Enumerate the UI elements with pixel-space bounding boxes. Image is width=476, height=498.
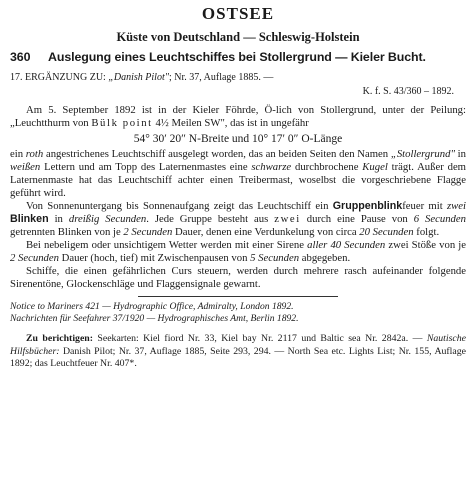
text-span: zwei (446, 200, 466, 212)
text-span: Von Sonnenuntergang bis Sonnenaufgang zeigt das Leuchtschiff ein (26, 200, 333, 212)
paragraph-2 (10, 148, 466, 200)
text-span: ein (10, 148, 26, 160)
text-span: in (454, 148, 466, 160)
reference-prefix: 17. ERGÄNZUNG ZU: (10, 72, 109, 83)
corrections (10, 333, 466, 371)
text-span: durchbrochene (291, 161, 363, 173)
text-span: durch eine Pause von (300, 213, 414, 225)
source-line-1: Notice to Mariners 421 — Hydrographic Office, Admiralty, London 1892. (10, 301, 294, 312)
reference-line (10, 72, 466, 86)
text-span: Lettern und am Topp des Laternenmastes eine (40, 161, 252, 173)
text-span: getrennten Blinken von je (10, 226, 124, 238)
coordinates: 54° 30′ 20″ N-Breite und 10° 17′ 0″ O-Länge (133, 133, 343, 145)
text-span: abgegeben. (299, 252, 351, 264)
text-span: Bülk point (91, 117, 153, 129)
text-span: angestrichenes Leuchtschiff ausgelegt worden, das an beiden Seiten den Namen (43, 148, 391, 160)
text-span: trägt. Außer dem Laternenmaste hat das Leuchtschiff achter einen Treibermast, woselbst die vorgeschriebene Flagge geführt wird. (10, 161, 466, 199)
paragraph-5: Schiffe, die einen gefährlichen Curs steuern, werden durch mehrere rasch aufeinander folgende Sirenentöne, Glockenschläge und Flaggensignale gewarnt. (10, 265, 466, 290)
kfs-reference: K. f. S. 43/360 – 1892. (362, 86, 454, 97)
text-span: Blinken (10, 213, 49, 225)
paragraph-1 (10, 104, 466, 130)
text-span: . Jede Gruppe besteht aus (146, 213, 275, 225)
reference-publication: „Danish Pilot" (108, 72, 169, 83)
text-span: weißen (10, 161, 41, 173)
text-span: Bei nebeligem oder unsichtigem Wetter werden mit einer Sirene (26, 239, 308, 251)
notice-heading (10, 50, 466, 72)
reference-rest: ; Nr. 37, Auflage 1885. — (168, 72, 274, 83)
text-span: „Stollergrund" (390, 148, 455, 160)
text-span: Am 5. September 1892 ist in der Kieler Föhrde, Ö-lich von Stollergrund, unter der Peilung: „Leuchtthurm von (10, 104, 466, 129)
text-span: 4½ Meilen SW", das ist in ungefähr (152, 117, 309, 129)
text-span: Dauer (hoch, tief) mit Zwischenpausen von (58, 252, 251, 264)
page-title: OSTSEE (201, 4, 275, 23)
text-span: folgt. (413, 226, 440, 238)
notice-title: Auslegung eines Leuchtschiffes bei Stollergrund — Kieler Bucht. (48, 50, 426, 64)
text-span: Gruppenblink (332, 200, 403, 212)
text-span: dreißig Secunden (68, 213, 147, 225)
text-span: zwei Stöße von je (385, 239, 467, 251)
page-subtitle: Küste von Deutschland — Schleswig-Holstein (116, 30, 360, 44)
text-span: Kugel (362, 161, 388, 173)
source-line-2: Nachrichten für Seefahrer 37/1920 — Hydrographisches Amt, Berlin 1892. (10, 313, 299, 324)
text-span: aller 40 Secunden (307, 239, 386, 251)
text-span: Dauer, denen eine Verdunkelung von circa (172, 226, 360, 238)
text-span: in (48, 213, 69, 225)
text-span: Danish Pilot; Nr. 37, Auflage 1885, Seite 293, 294. — North Sea etc. Lights List; Nr. 155, Auflage 1892; das Leuchtfeuer Nr. 407*. (10, 345, 466, 369)
text-span: 5 Secunden (250, 252, 300, 264)
text-span: 20 Secunden (359, 226, 414, 238)
text-span: Nautische Hilfsbücher: (10, 333, 466, 357)
corrections-label: Zu berichtigen: (26, 333, 93, 344)
paragraph-3 (10, 200, 466, 239)
text-span: schwarze (251, 161, 292, 173)
text-span: zwei (274, 213, 301, 225)
notice-number: 360 (10, 50, 31, 64)
text-span: 6 Secunden (413, 213, 466, 225)
text-span: 2 Secunden (10, 252, 59, 264)
text-span: feuer mit (402, 200, 447, 212)
divider (138, 296, 338, 297)
paragraph-4 (10, 239, 466, 265)
text-span: Seekarten: Kiel fiord Nr. 33, Kiel bay Nr. 2117 und Baltic sea Nr. 2842a. — (93, 333, 427, 344)
text-span: 2 Secunden (123, 226, 173, 238)
text-span: roth (25, 148, 44, 160)
